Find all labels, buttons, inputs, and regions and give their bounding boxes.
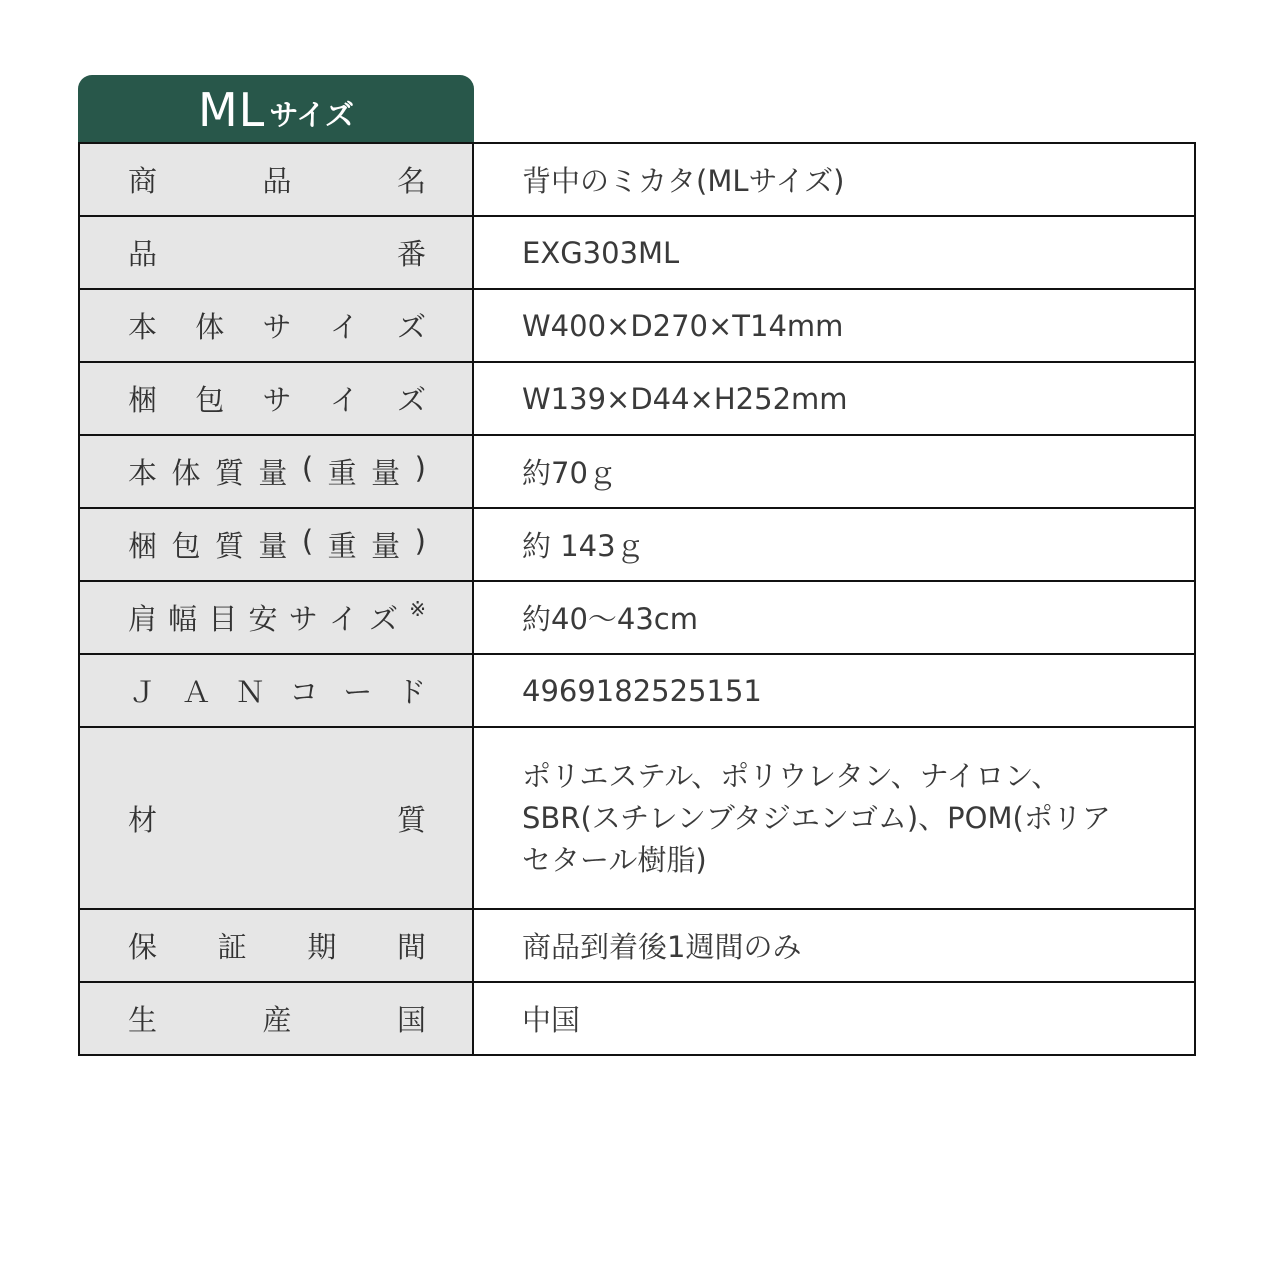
row-label: 材 質 xyxy=(79,727,473,909)
table-row xyxy=(79,508,1195,581)
size-tab xyxy=(78,75,474,144)
row-value: 背中のミカタ(MLサイズ) xyxy=(473,143,1195,216)
row-label: 本 体 質 量 ( 重 量 ) xyxy=(79,435,473,508)
value-line: SBR(スチレンブタジエンゴム)、POM(ポリア xyxy=(522,801,1111,835)
row-label: Ｊ Ａ Ｎ コ ー ド xyxy=(79,654,473,727)
row-label: 梱 包 サ イ ズ xyxy=(79,362,473,435)
row-value: W400×D270×T14mm xyxy=(473,289,1195,362)
row-label: 生 産 国 xyxy=(79,982,473,1055)
row-label: 肩 幅 目 安 サ イ ズ ※ xyxy=(79,581,473,654)
row-value: 中国 xyxy=(473,982,1195,1055)
row-label: 保 証 期 間 xyxy=(79,909,473,982)
row-label: 梱 包 質 量 ( 重 量 ) xyxy=(79,508,473,581)
table-row xyxy=(79,362,1195,435)
row-value xyxy=(473,727,1195,909)
row-value: EXG303ML xyxy=(473,216,1195,289)
size-tab-sub: サイズ xyxy=(269,98,354,132)
table-row xyxy=(79,727,1195,909)
table-row xyxy=(79,909,1195,982)
value-line: セタール樹脂) xyxy=(522,843,707,877)
table-row xyxy=(79,216,1195,289)
row-value: 商品到着後1週間のみ xyxy=(473,909,1195,982)
row-label: 品 番 xyxy=(79,216,473,289)
size-tab-main: ML xyxy=(197,82,266,137)
table-row xyxy=(79,581,1195,654)
table-row xyxy=(79,654,1195,727)
table-row xyxy=(79,143,1195,216)
row-label: 商 品 名 xyxy=(79,143,473,216)
value-line: ポリエステル、ポリウレタン、ナイロン、 xyxy=(522,759,1061,793)
row-value: 約40～43cm xyxy=(473,581,1195,654)
row-value: 約70ｇ xyxy=(473,435,1195,508)
table-row xyxy=(79,289,1195,362)
table-row xyxy=(79,982,1195,1055)
row-value: W139×D44×H252mm xyxy=(473,362,1195,435)
spec-table xyxy=(78,142,1196,1056)
row-value: 4969182525151 xyxy=(473,654,1195,727)
footnote-mark: ※ xyxy=(409,597,426,621)
row-value: 約 143ｇ xyxy=(473,508,1195,581)
table-row xyxy=(79,435,1195,508)
row-label: 本 体 サ イ ズ xyxy=(79,289,473,362)
